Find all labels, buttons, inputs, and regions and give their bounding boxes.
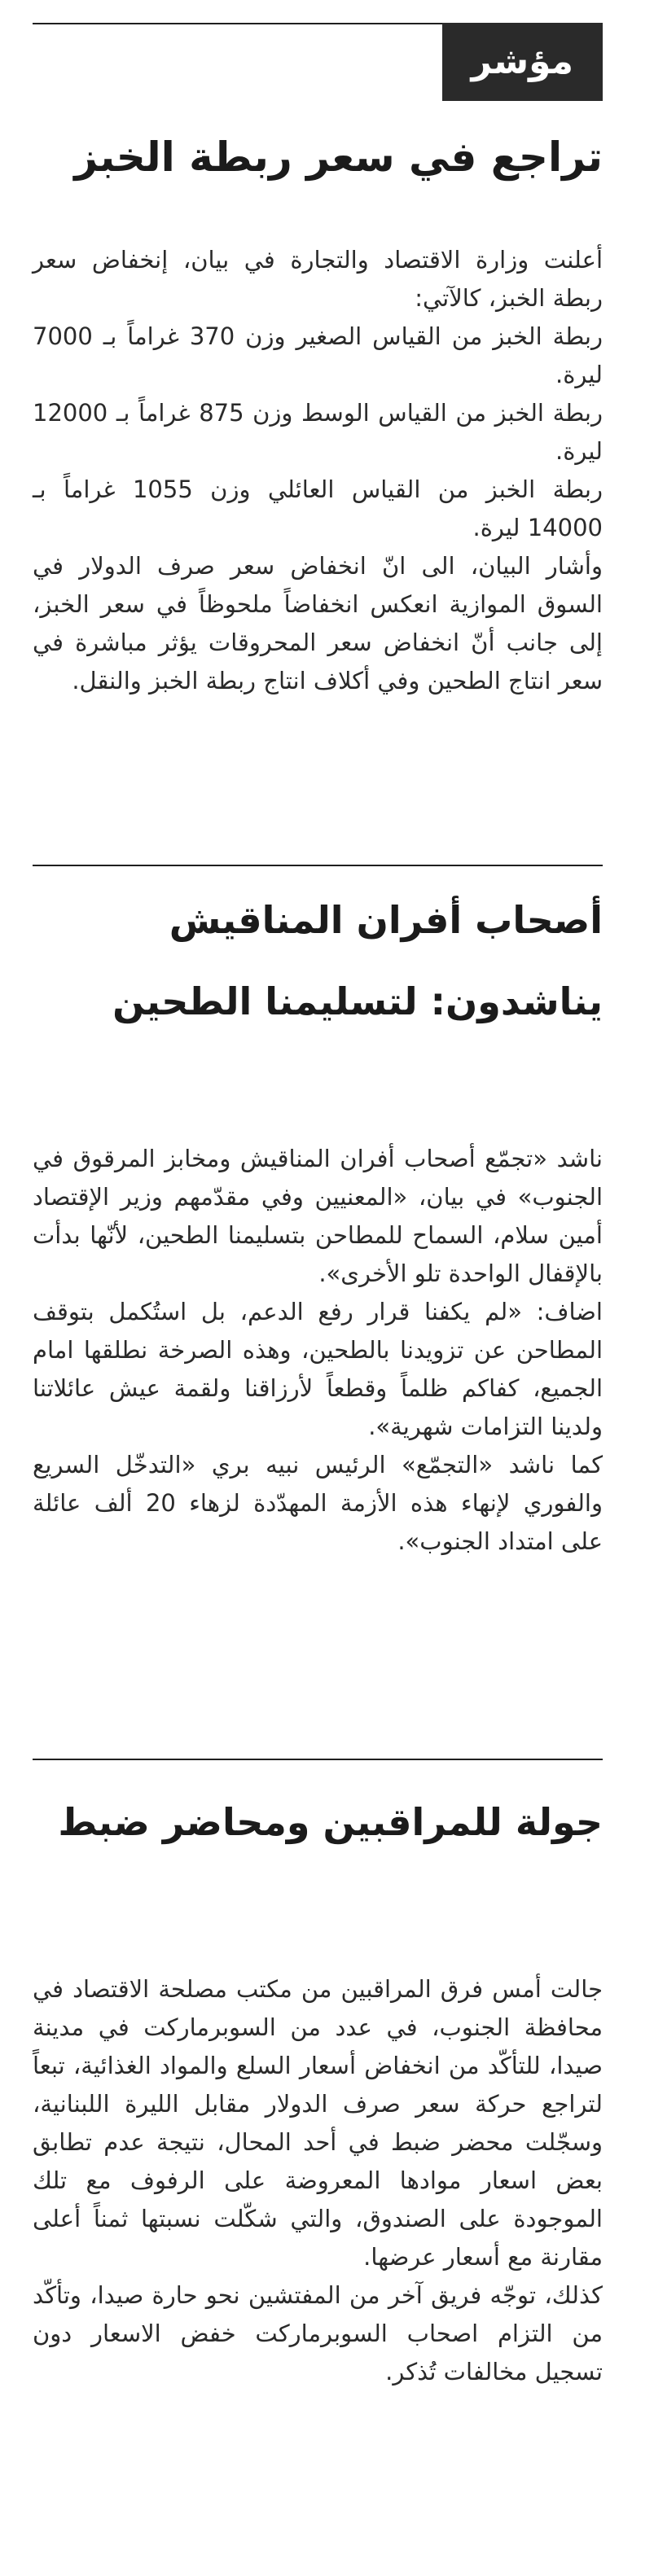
article-1-paragraph: ربطة الخبز من القياس العائلي وزن 1055 غراماً بـ 14000 ليرة. [33, 475, 603, 541]
section-label: مؤشر [442, 23, 603, 101]
article-3-paragraph: كذلك، توجّه فريق آخر من المفتشين نحو حارة صيدا، وتأكّد من التزام اصحاب السوبرماركت خفض الاسعار دون تسجيل مخالفات تُذكر. [33, 2281, 603, 2385]
article-1-paragraph: ربطة الخبز من القياس الوسط وزن 875 غراماً بـ 12000 ليرة. [33, 399, 603, 465]
article-1-body [33, 241, 603, 700]
article-1-paragraph: ربطة الخبز من القياس الصغير وزن 370 غراماً بـ 7000 ليرة. [33, 322, 603, 388]
article-2-paragraph: كما ناشد «التجمّع» الرئيس نبيه بري «التدخّل السريع والفوري لإنهاء هذه الأزمة المهدّدة لزهاء 20 ألف عائلة على امتداد الجنوب». [33, 1451, 603, 1555]
article-2-body [33, 1140, 603, 1561]
article-3-body [33, 1970, 603, 2391]
article-1-paragraph: أعلنت وزارة الاقتصاد والتجارة في بيان، إنخفاض سعر ربطة الخبز، كالآتي: [33, 246, 603, 312]
section-divider [33, 1759, 603, 1760]
article-3-paragraph: جالت أمس فرق المراقبين من مكتب مصلحة الاقتصاد في محافظة الجنوب، في عدد من السوبرماركت في مدينة صيدا، للتأكّد من انخفاض أسعار السلع والمواد الغذائية، تبعاً لتراجع حركة سعر صرف الدولار مقابل الليرة اللبنانية، وسجّلت محضر ضبط في أحد المحال، نتيجة عدم تطابق بعض اسعار موادها المعروضة على الرفوف مع تلك الموجودة على الصندوق، والتي شكّلت نسبتها ثمناً أعلى مقارنة مع أسعار عرضها. [33, 1975, 603, 2271]
article-2-paragraph: ناشد «تجمّع أصحاب أفران المناقيش ومخابز المرقوق في الجنوب» في بيان، «المعنيين وفي مقدّمهم وزير الإقتصاد أمين سلام، السماح للمطاحن بتسليمنا الطحين، لأنّها بدأت بالإقفال الواحدة تلو الأخرى». [33, 1145, 603, 1287]
article-2-paragraph: اضاف: «لم يكفنا قرار رفع الدعم، بل استُكمل بتوقف المطاحن عن تزويدنا بالطحين، وهذه الصرخة نطلقها امام الجميع، كفاكم ظلماً وقطعاً لأرزاقنا ولقمة عيش عائلاتنا ولدينا التزامات شهرية». [33, 1298, 603, 1440]
section-divider [33, 865, 603, 866]
article-1-headline: تراجع في سعر ربطة الخبز [74, 134, 603, 181]
article-2-headline: أصحاب أفران المناقيش يناشدون: لتسليمنا الطحين [112, 898, 603, 1023]
article-1-paragraph: وأشار البيان، الى انّ انخفاض سعر صرف الدولار في السوق الموازية انعكس انخفاضاً ملحوظاً في سعر الخبز، إلى جانب أنّ انخفاض سعر المحروقات يؤثر مباشرة في سعر انتاج الطحين وفي أكلاف انتاج ربطة الخبز والنقل. [33, 552, 603, 694]
article-3-headline: جولة للمراقبين ومحاضر ضبط [58, 1800, 603, 1844]
